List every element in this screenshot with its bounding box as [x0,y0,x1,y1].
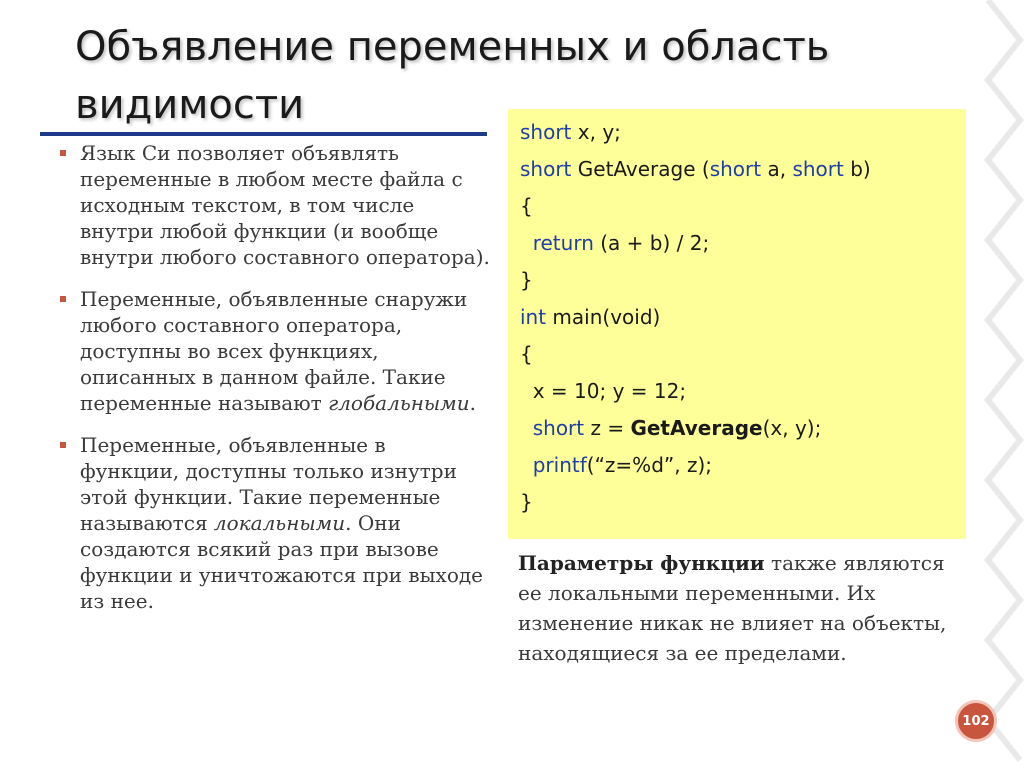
function-call: printf [532,453,587,477]
code-line [520,117,966,154]
code-line: } [520,490,533,514]
code-line: { [520,194,533,218]
bullet-text-end: . [469,391,476,415]
code-block [508,109,966,539]
title-underline [40,132,487,136]
emphasis-local: локальными [213,511,346,535]
code-text: z = [584,416,631,440]
keyword: return [532,231,594,255]
keyword: short [520,120,572,144]
code-text: main(void) [546,305,661,329]
note-bold: Параметры функции [518,551,765,575]
emphasis-global: глобальными [328,391,470,415]
code-line [520,413,966,450]
code-line [520,302,966,339]
bullet-list [58,140,490,630]
code-text: a, [761,157,793,181]
keyword: short [520,157,572,181]
slide-title: Объявление переменных и область видимости [75,24,830,128]
function-name: GetAverage [630,416,763,440]
code-line: x = 10; y = 12; [520,379,687,403]
bullet-text: Язык Си позволяет объявлять переменные в любом месте файла с исходным текстом, в том числе внутри любой функции (и вообще внутри любого составного оператора). [80,141,490,269]
bullet-item [58,140,490,270]
page-number-badge: 102 [955,700,997,742]
keyword: short [792,157,844,181]
code-text: GetAverage ( [571,157,710,181]
note-text: также являются ее локальными переменными. Их изменение никак не влияет на объекты, находящиеся за ее пределами. [518,551,947,665]
bullet-text-end: . Они создаются всякий раз при вызове функции и уничтожаются при выходе из нее. [80,511,484,613]
bullet-item [58,432,490,614]
note-paragraph [518,548,958,668]
code-indent [520,231,533,255]
code-line [520,154,966,191]
code-line: { [520,342,533,366]
code-text: b) [843,157,871,181]
code-text: (x, y); [762,416,822,440]
code-text: x, y; [571,120,621,144]
bullet-text: Переменные, объявленные в функции, доступны только изнутри этой функции. Такие переменные называются [80,433,457,535]
code-line: } [520,268,533,292]
keyword: short [709,157,762,181]
code-line [520,450,966,487]
keyword: short [532,416,585,440]
bullet-text: Переменные, объявленные снаружи любого составного оператора, доступны во всех функциях, описанных в данном файле. Такие переменные называют [80,287,468,415]
code-text: (a + b) / 2; [593,231,710,255]
code-text: (“z=%d”, z); [586,453,712,477]
keyword: int [520,305,547,329]
code-indent [520,453,533,477]
bullet-item [58,286,490,416]
decorative-chevrons [984,0,1024,767]
code-line [520,228,966,265]
code-indent [520,416,533,440]
